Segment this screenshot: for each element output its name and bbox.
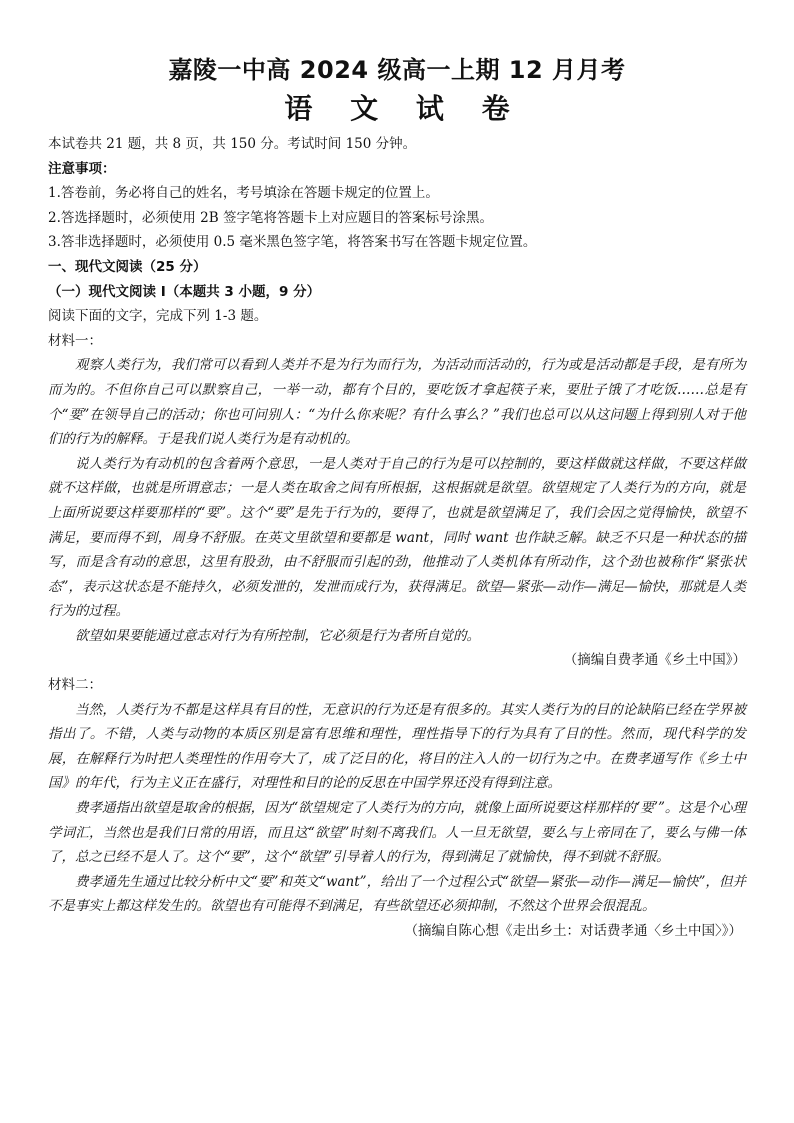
material2-paragraph-3: 费孝通先生通过比较分析中文“要”和英文“want”，给出了一个过程公式“欲望—紧张—动作—满足—愉快”，但并不是事实上都这样发生的。欲望也有可能得不到满足，有些欲望还必须抑制，不然这个世界会很混乱。 (48, 873, 746, 915)
exam-subtitle: 语 文 试 卷 (284, 92, 524, 125)
material2-paragraph-1: 当然，人类行为不都是这样具有目的性，无意识的行为还是有很多的。其实人类行为的目的论缺陷已经在学界被指出了。不错，人类与动物的本质区别是富有思维和理性，理性指导下的行为具有了目的性。然而，现代科学的发展，在解释行为时把人类理性的作用夸大了，成了泛目的化，将目的注入人的一切行为之中。在费孝通写作《乡土中国》的年代，行为主义正在盛行，对理性和目的论的反思在中国学界还没有得到注意。 (48, 701, 746, 792)
material1-paragraph-3: 欲望如果要能通过意志对行为有所控制，它必须是行为者所自觉的。 (75, 627, 480, 644)
section-heading: 一、现代文阅读（25 分） (48, 258, 207, 275)
section-instruction: 阅读下面的文字，完成下列 1-3 题。 (48, 308, 268, 325)
notice-item-3: 3.答非选择题时，必须使用 0.5 毫米黑色签字笔，将答案书写在答题卡规定位置。 (48, 234, 537, 251)
material2-source: （摘编自陈心想《走出乡土：对话费孝通〈乡土中国〉》） (404, 923, 742, 939)
exam-intro: 本试卷共 21 题，共 8 页，共 150 分。考试时间 150 分钟。 (48, 136, 417, 152)
notice-heading: 注意事项： (48, 160, 116, 177)
notice-item-2: 2.答选择题时，必须使用 2B 签字笔将答题卡上对应题目的答案标号涂黑。 (48, 209, 493, 226)
material1-paragraph-2: 说人类行为有动机的包含着两个意思，一是人类对于自己的行为是可以控制的，要这样做就这样做，不要这样做就不这样做，也就是所谓意志；一是人类在取舍之间有所根据，这根据就是欲望。欲望规定了人类行为的方向，就是上面所说要这样要那样的“要”。这个“要”是先于行为的，要得了，也就是欲望满足了，我们会因之觉得愉快，欲望不满足，要而得不到，周身不舒服。在英文里欲望和要都是 want，同时 want 也作缺乏解。缺乏不只是一种状态的描写，而是含有动的意思，这里有股劲，由不舒服而引起的劲，他推动了人类机体有所动作，这个劲也被称作“紧张状态”，表示这状态是不能持久，必须发泄的，发泄而成行为，获得满足。欲望—紧张—动作—满足—愉快，那就是人类行为的过程。 (48, 455, 746, 620)
material1-label: 材料一： (48, 332, 102, 349)
material1-source: （摘编自费孝通《乡土中国》） (563, 652, 746, 669)
exam-title: 嘉陵一中高 2024 级高一上期 12 月月考 (168, 56, 626, 84)
section-subheading: （一）现代文阅读 I（本题共 3 小题，9 分） (48, 283, 321, 300)
notice-item-1: 1.答卷前，务必将自己的姓名，考号填涂在答题卡规定的位置上。 (48, 185, 439, 202)
material2-paragraph-2: 费孝通指出欲望是取舍的根据，因为“欲望规定了人类行为的方向，就像上面所说要这样那样的‘要’”。这是个心理学词汇，当然也是我们日常的用语，而且这“欲望”时刻不离我们。人一旦无欲望，要么与上帝同在了，要么与佛一体了，总之已经不是人了。这个“要”，这个“欲望”引导着人的行为，得到满足了就愉快，得不到就不舒服。 (48, 800, 746, 866)
material1-paragraph-1: 观察人类行为，我们常可以看到人类并不是为行为而行为，为活动而活动的，行为或是活动都是手段，是有所为而为的。不但你自己可以默察自己，一举一动，都有个目的，要吃饭才拿起筷子来，要肚子饿了才吃饭……总是有个“要”在领导自己的活动；你也可问别人：“为什么你来呢？有什么事么？”我们也总可以从这问题上得到别人对于他们的行为的解释。于是我们说人类行为是有动机的。 (48, 357, 746, 448)
material2-label: 材料二： (48, 677, 102, 694)
